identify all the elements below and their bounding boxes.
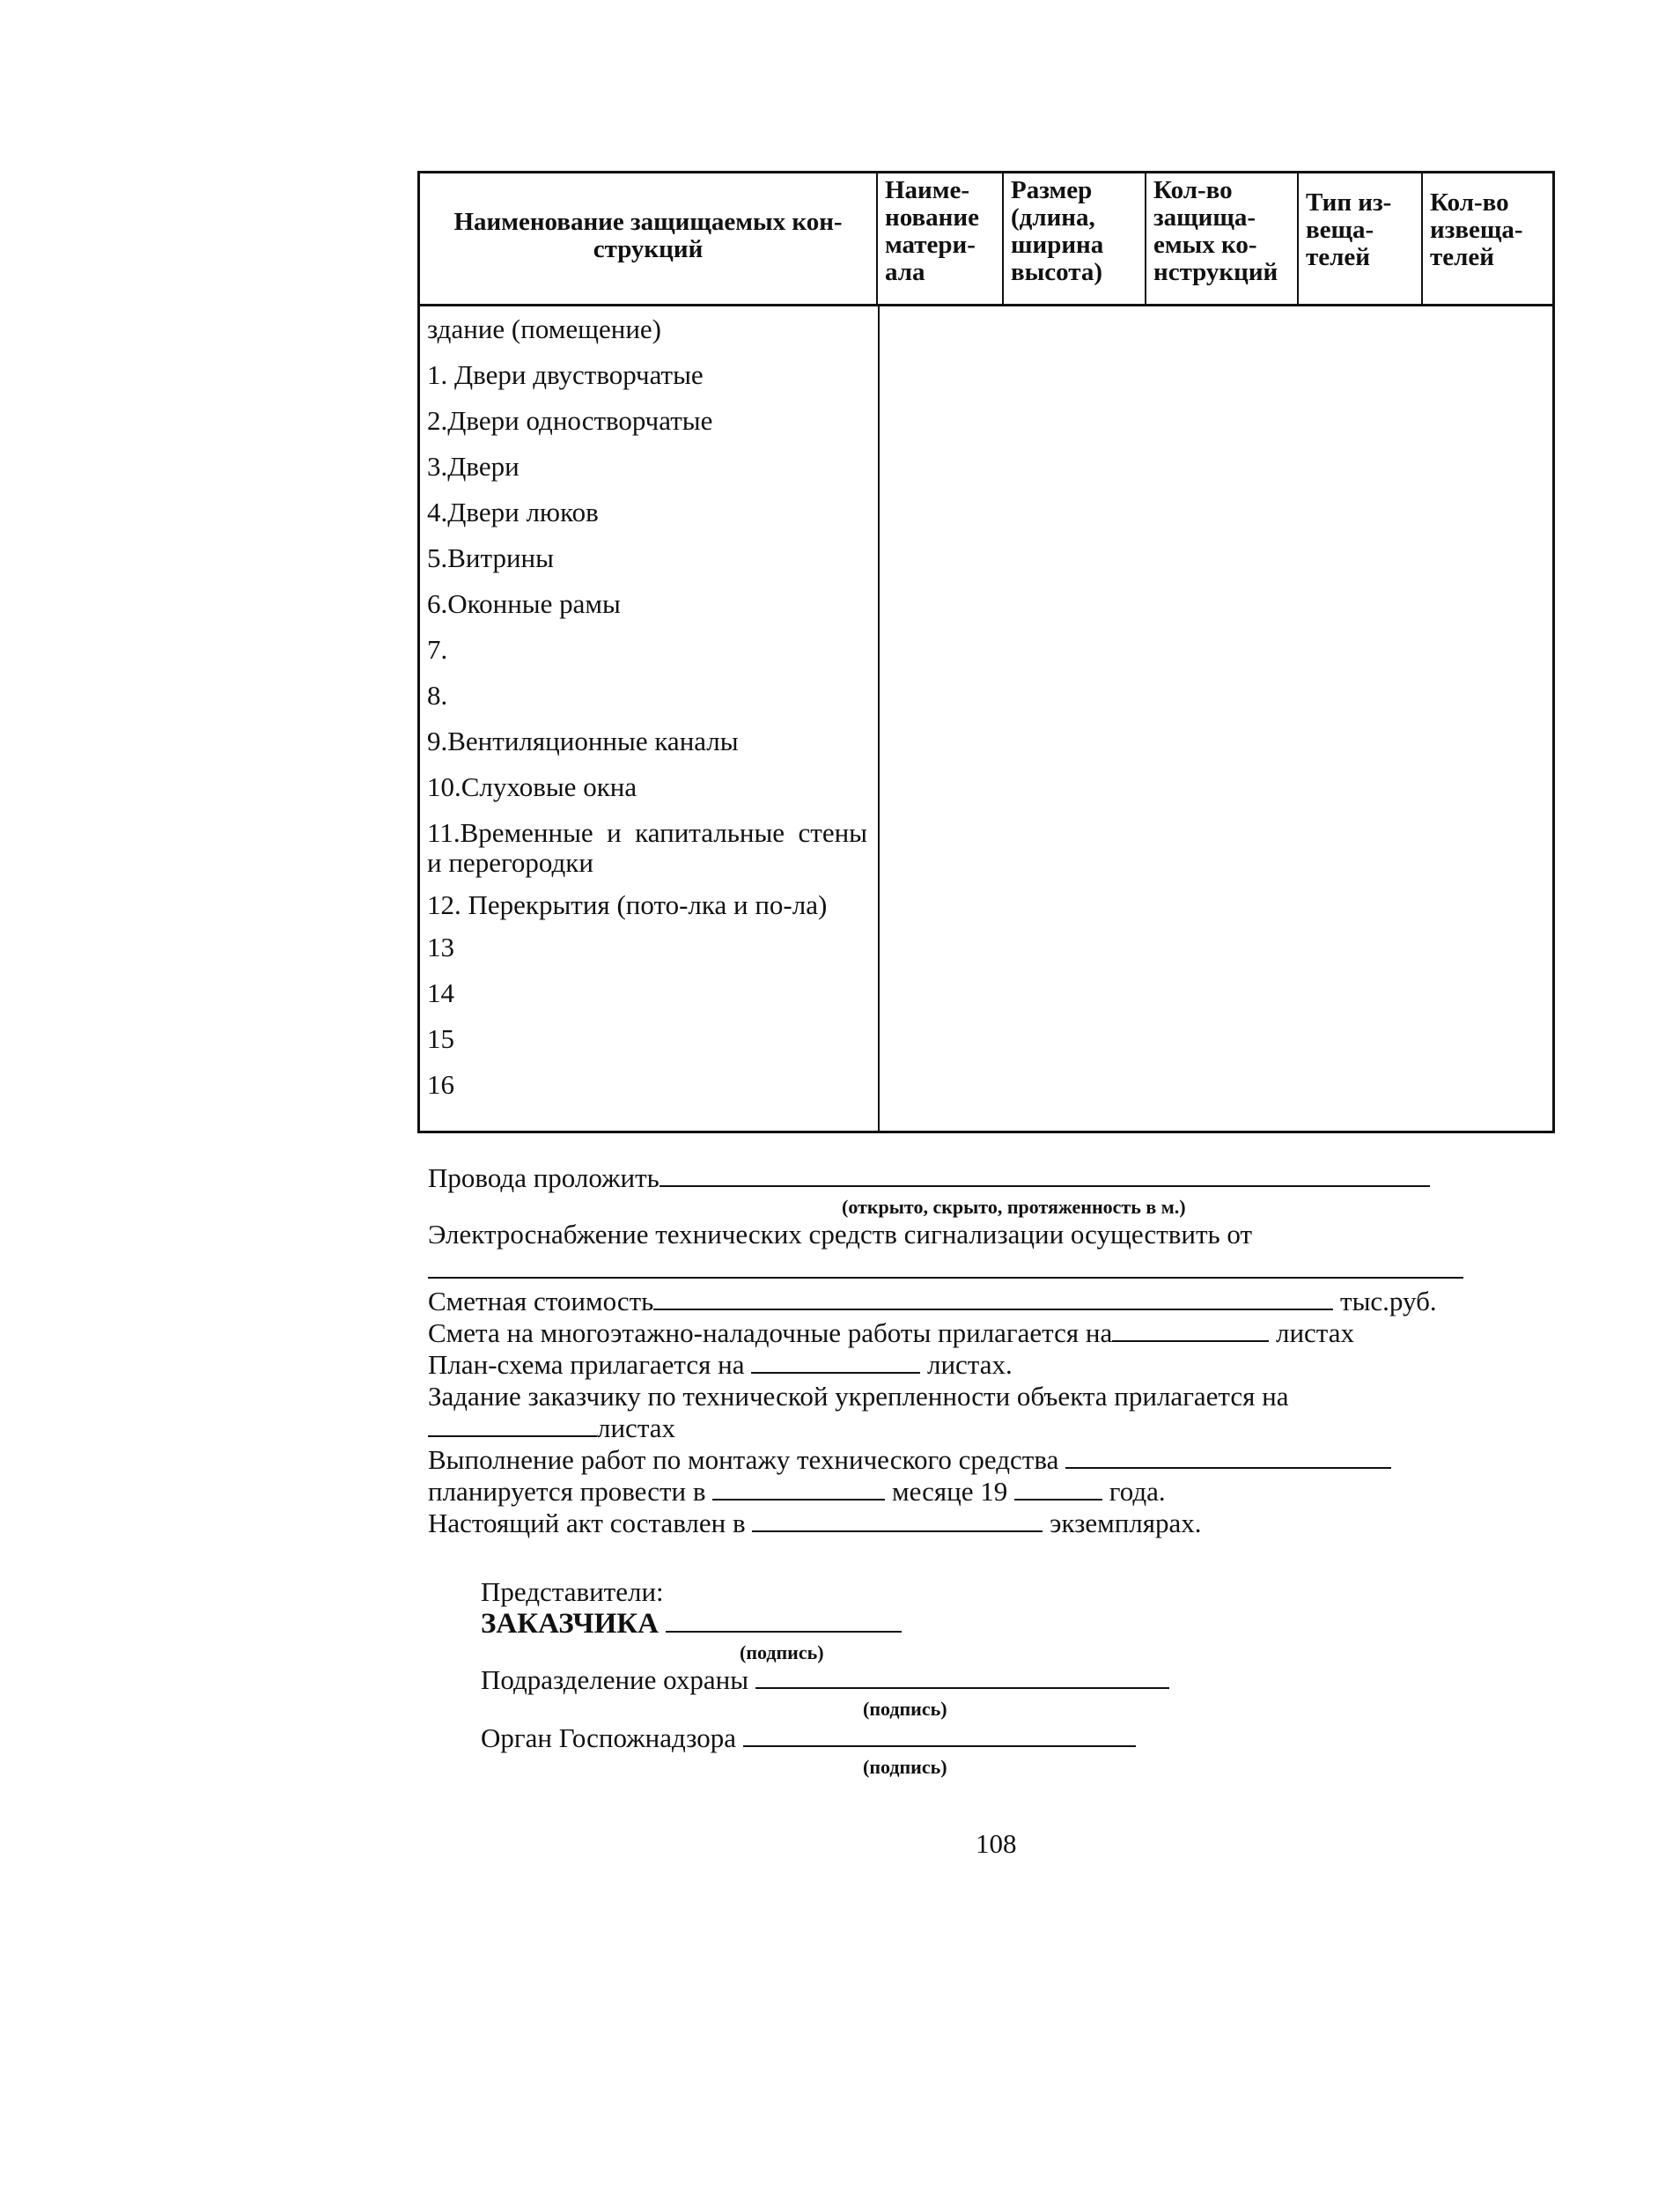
fire-label: Орган Госпожнадзора (481, 1722, 736, 1753)
customer-label: ЗАКАЗЧИКА (481, 1608, 659, 1640)
task-label: Задание заказчику по технической укрепленности объекта прилагается на (428, 1381, 1289, 1412)
plan-line (428, 1349, 1013, 1381)
structure-list (427, 314, 867, 1116)
table-row: 10.Слуховые окна (427, 771, 637, 802)
estimate-label: Смета на многоэтажно-наладочные работы прилагается на (428, 1317, 1113, 1348)
table-row: 1. Двери двустворчатые (427, 359, 704, 390)
fire-line (481, 1722, 1136, 1754)
install-field[interactable] (1065, 1444, 1391, 1469)
table-row: 15 (427, 1023, 454, 1054)
header-material: Наиме- нование матери- ала (878, 173, 1004, 304)
table-row: 6.Оконные рамы (427, 588, 621, 619)
customer-sign-hint: (подпись) (740, 1641, 824, 1663)
table-row: 2.Двери одностворчатые (427, 405, 713, 436)
wires-line (428, 1162, 1430, 1194)
table-row: 11.Временные и капитальные стены и перегородки (427, 817, 867, 878)
estimate-line (428, 1317, 1354, 1349)
table-body (420, 304, 1552, 1131)
table-row: 3.Двери (427, 451, 519, 482)
table-row: 14 (427, 977, 454, 1008)
table-row: 4.Двери люков (427, 497, 599, 527)
copies-label: Настоящий акт составлен в (428, 1508, 746, 1538)
cost-field[interactable] (653, 1286, 1333, 1310)
security-label: Подразделение охраны (481, 1664, 749, 1695)
estimate-field[interactable] (1112, 1317, 1269, 1342)
representatives-heading: Представители: (481, 1576, 664, 1607)
wires-field[interactable] (659, 1162, 1430, 1187)
fire-sign-hint: (подпись) (863, 1756, 947, 1778)
customer-signature-field[interactable] (666, 1608, 902, 1633)
plan-label: План-схема прилагается на (428, 1349, 745, 1380)
table-row: 12. Перекрытия (пото-лка и по-ла) (427, 889, 828, 920)
table-row: 13 (427, 932, 454, 962)
cost-unit: тыс.руб. (1340, 1286, 1437, 1316)
table-row: 5.Витрины (427, 542, 554, 573)
task-unit: листах (597, 1412, 676, 1443)
power-line (428, 1219, 1252, 1250)
customer-line (481, 1608, 902, 1640)
header-structure-count: Кол-во защища- емых ко- нструкций (1146, 173, 1299, 304)
table-row: 7. (427, 634, 448, 665)
copies-field[interactable] (752, 1508, 1043, 1532)
copies-line (428, 1508, 1202, 1539)
table-row: здание (помещение) (427, 313, 661, 344)
year-label: года. (1109, 1476, 1166, 1507)
month-field[interactable] (712, 1476, 885, 1501)
security-signature-field[interactable] (755, 1664, 1169, 1689)
table-row: 8. (427, 680, 448, 711)
wires-label: Провода проложить (428, 1162, 659, 1193)
plan-field[interactable] (751, 1349, 920, 1374)
table-header (420, 173, 1552, 306)
plan-unit: листах. (926, 1349, 1013, 1380)
header-size: Размер (длина, ширина высота) (1004, 173, 1146, 304)
task-field[interactable] (428, 1412, 597, 1437)
protected-structures-table (417, 171, 1555, 1133)
header-structures: Наименование защищаемых кон- струкций (420, 173, 878, 304)
cost-label: Сметная стоимость (428, 1286, 654, 1316)
power-label: Электроснабжение технических средств сигнализации осуществить от (428, 1219, 1253, 1250)
install-line (428, 1444, 1391, 1476)
header-detector-count: Кол-во извеща- телей (1430, 188, 1523, 271)
fire-signature-field[interactable] (743, 1722, 1136, 1747)
security-line (481, 1664, 1169, 1696)
page-number: 108 (976, 1828, 1017, 1859)
wires-hint: (открыто, скрыто, протяженность в м.) (842, 1196, 1186, 1218)
column-divider (878, 304, 880, 1131)
task-line-2 (428, 1412, 675, 1444)
task-line (428, 1381, 1288, 1412)
month-label: месяце 19 (892, 1476, 1008, 1507)
table-row: 16 (427, 1069, 454, 1100)
install-label: Выполнение работ по монтажу технического средства (428, 1444, 1059, 1475)
table-row: 9.Вентиляционные каналы (427, 726, 739, 756)
security-sign-hint: (подпись) (863, 1698, 947, 1720)
header-detector-type: Тип из- веща- телей (1299, 173, 1423, 304)
schedule-line (428, 1476, 1166, 1508)
power-field[interactable] (428, 1277, 1463, 1279)
cost-line (428, 1286, 1437, 1317)
estimate-unit: листах (1275, 1317, 1354, 1348)
year-field[interactable] (1014, 1476, 1102, 1501)
schedule-label: планируется провести в (428, 1476, 706, 1507)
copies-unit: экземплярах. (1050, 1508, 1202, 1538)
